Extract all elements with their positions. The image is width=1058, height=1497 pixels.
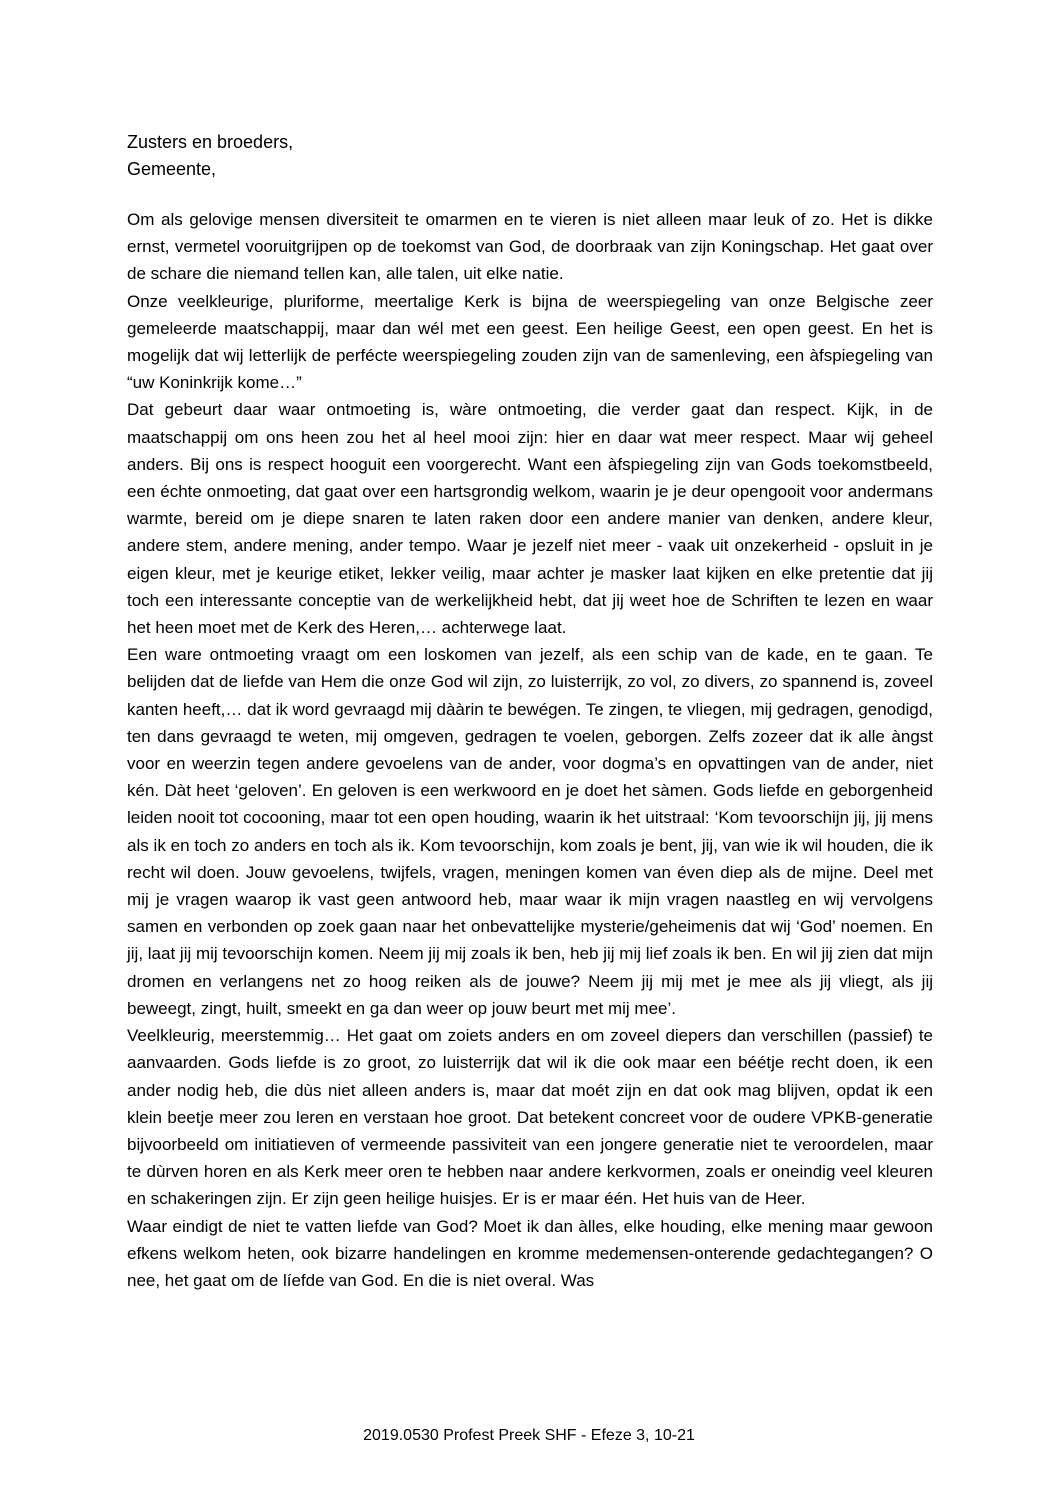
salutation-line-1: Zusters en broeders, xyxy=(127,132,294,152)
sermon-body xyxy=(127,206,933,1294)
paragraph-6: Waar eindigt de niet te vatten liefde van God? Moet ik dan àlles, elke houding, elke mening maar gewoon efkens welkom heten, ook bizarre handelingen en kromme medemensen-onterende gedachtegangen? O nee, het gaat om de líefde van God. En die is niet overal. Was xyxy=(127,1216,933,1290)
paragraph-4: Een ware ontmoeting vraagt om een loskomen van jezelf, als een schip van de kade, en te gaan. Te belijden dat de liefde van Hem die onze God wil zijn, zo luisterrijk, zo vol, zo divers, zo spannend is, zoveel kanten heeft,… dat ik word gevraagd mij dààrin te bewégen. Te zingen, te vliegen, mij gedragen, genodigd, ten dans gevraagd te weten, mij omgeven, gedragen te voelen, geborgen. Zelfs zozeer dat ik alle àngst voor en weerzin tegen andere gevoelens van de ander, voor dogma’s en opvattingen van de ander, niet kén. Dàt heet ‘geloven’. En geloven is een werkwoord en je doet het sàmen. Gods liefde en geborgenheid leiden nooit tot cocooning, maar tot een open houding, waarin ik het uitstraal: ‘Kom tevoorschijn jij, jij mens als ik en toch zo anders en toch als ik. Kom tevoorschijn, kom zoals je bent, jij, van wie ik wil houden, die ik recht wil doen. Jouw gevoelens, twijfels, vragen, meningen komen van éven diep als de mijne. Deel met mij je vragen waarop ik vast geen antwoord heb, maar waar ik mijn vragen naastleg en wij vervolgens samen en verbonden op zoek gaan naar het onbevattelijke mysterie/geheimenis dat wij ‘God’ noemen. En jij, laat jij mij tevoorschijn komen. Neem jij mij zoals ik ben, heb jij mij lief zoals ik ben. En wil jij zien dat mijn dromen en verlangens net zo hoog reiken als de jouwe? Neem jij mij met je mee als jij vliegt, als jij beweegt, zingt, huilt, smeekt en ga dan weer op jouw beurt met mij mee’. xyxy=(127,645,933,1018)
paragraph-1: Om als gelovige mensen diversiteit te omarmen en te vieren is niet alleen maar leuk of zo. Het is dikke ernst, vermetel vooruitgrijpen op de toekomst van God, de doorbraak van zijn Koningschap. Het gaat over de schare die niemand tellen kan, alle talen, uit elke natie. xyxy=(127,210,933,284)
paragraph-2: Onze veelkleurige, pluriforme, meertalige Kerk is bijna de weerspiegeling van onze Belgische zeer gemeleerde maatschappij, maar dan wél met een geest. Een heilige Geest, een open geest. En het is mogelijk dat wij letterlijk de perfécte weerspiegeling zouden zijn van de samenleving, een àfspiegeling van “uw Koninkrijk kome…” xyxy=(127,291,933,393)
salutation-line-2: Gemeente, xyxy=(127,159,217,179)
salutation xyxy=(127,129,927,183)
page-footer: 2019.0530 Profest Preek SHF - Efeze 3, 10-21 xyxy=(363,1427,695,1444)
paragraph-5: Veelkleurig, meerstemmig… Het gaat om zoiets anders en om zoveel diepers dan verschillen (passief) te aanvaarden. Gods liefde is zo groot, zo luisterrijk dat wil ik die ook maar een béétje recht doen, ik een ander nodig heb, die dùs niet alleen anders is, maar dat moét zijn en dat ook mag blijven, opdat ik een klein beetje meer zou leren en verstaan hoe groot. Dat betekent concreet voor de oudere VPKB-generatie bijvoorbeeld om initiatieven of vermeende passiviteit van een jongere generatie niet te veroordelen, maar te dùrven horen en als Kerk meer oren te hebben naar andere kerkvormen, zoals er oneindig veel kleuren en schakeringen zijn. Er zijn geen heilige huisjes. Er is er maar één. Het huis van de Heer. xyxy=(127,1026,933,1209)
paragraph-3: Dat gebeurt daar waar ontmoeting is, wàre ontmoeting, die verder gaat dan respect. Kijk, in de maatschappij om ons heen zou het al heel mooi zijn: hier en daar wat meer respect. Maar wij geheel anders. Bij ons is respect hooguit een voorgerecht. Want een àfspiegeling zijn van Gods toekomstbeeld, een échte onmoeting, dat gaat over een hartsgrondig welkom, waarin je je deur opengooit voor andermans warmte, bereid om je diepe snaren te laten raken door een andere manier van denken, andere kleur, andere stem, andere mening, ander tempo. Waar je jezelf niet meer - vaak uit onzekerheid - opsluit in je eigen kleur, met je keurige etiket, lekker veilig, maar achter je masker laat kijken en elke pretentie dat jij toch een interessante conceptie van de werkelijkheid hebt, dat jij weet hoe de Schriften te lezen en waar het heen moet met de Kerk des Heren,… achterwege laat. xyxy=(127,400,933,638)
